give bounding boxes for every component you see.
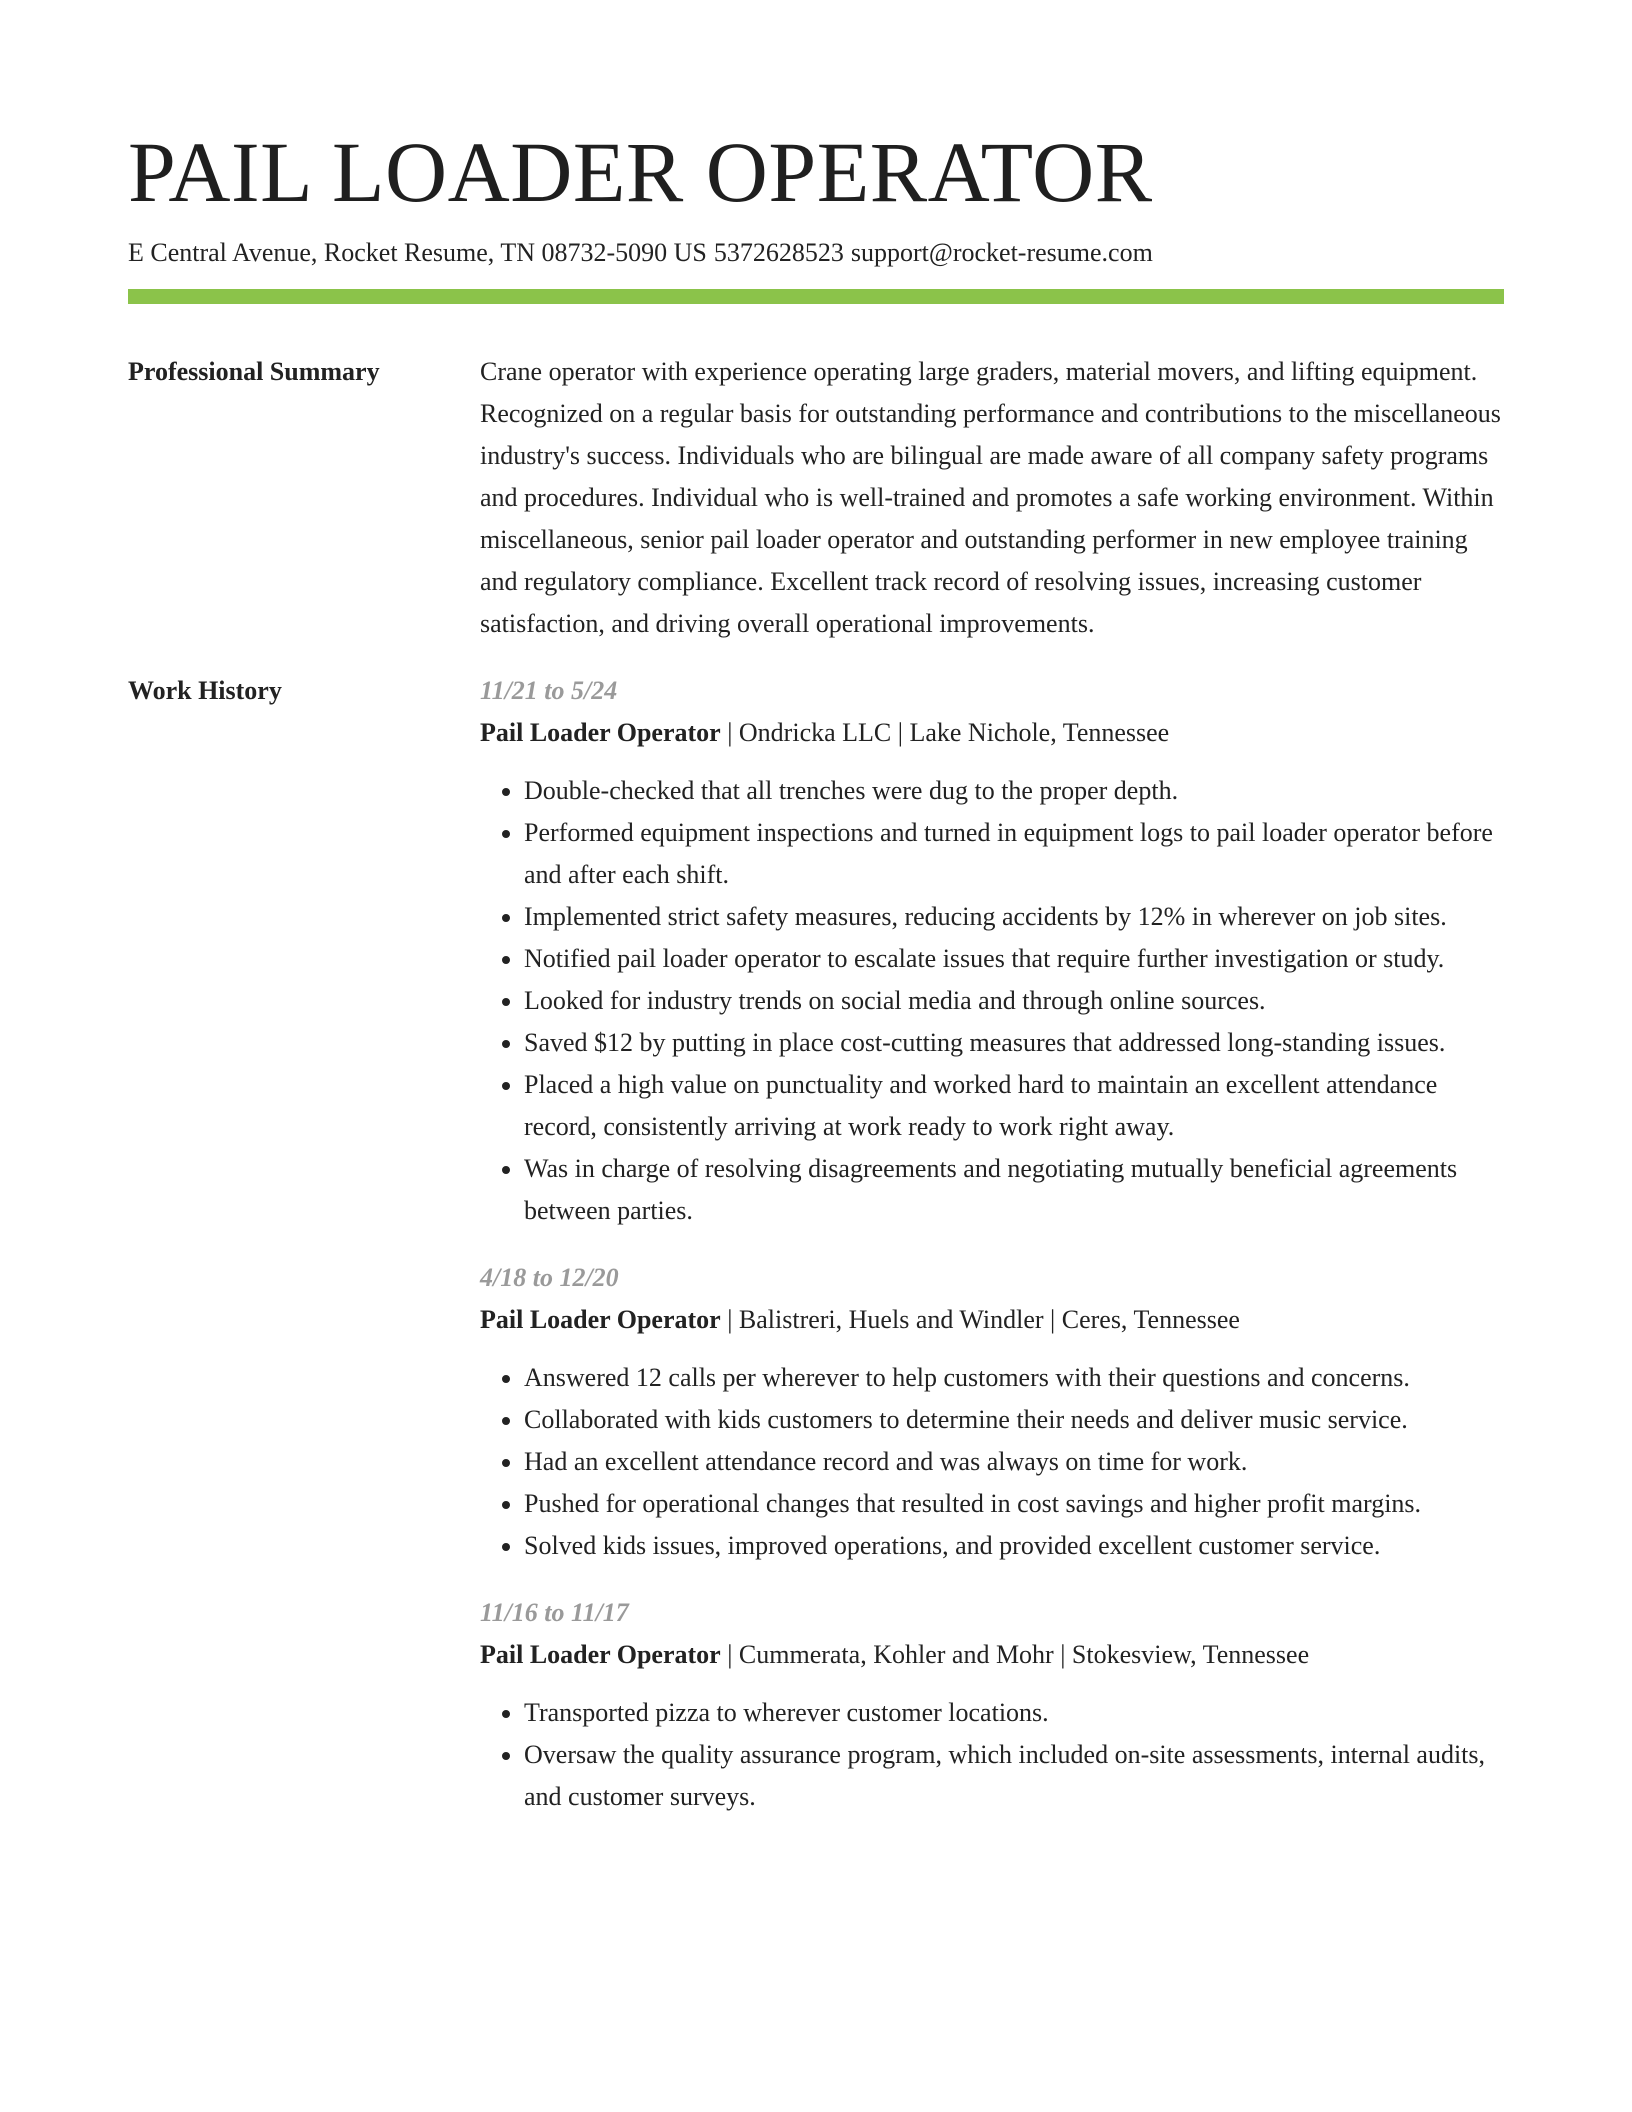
job-header [480, 1299, 1504, 1341]
job-bullet: • Solved kids issues, improved operations, and provided excellent customer service. [524, 1525, 1504, 1567]
job-bullets [480, 1692, 1504, 1818]
job-details: | Cummerata, Kohler and Mohr | Stokesview, Tennessee [720, 1640, 1310, 1669]
resume-page [128, 0, 1504, 1848]
contact-line [128, 236, 1504, 270]
job-bullet: • Looked for industry trends on social media and through online sources. [524, 980, 1504, 1022]
contact-address: E Central Avenue, Rocket Resume, TN 08732-5090 US [128, 238, 707, 267]
job-bullet: • Collaborated with kids customers to determine their needs and deliver music service. [524, 1399, 1504, 1441]
job-title: Pail Loader Operator [480, 1305, 721, 1334]
job-bullet: • Saved $12 by putting in place cost-cutting measures that addressed long-standing issues. [524, 1022, 1504, 1064]
section-work-history [128, 675, 1504, 1848]
job-entry [480, 670, 1504, 1232]
job-bullet: • Placed a high value on punctuality and worked hard to maintain an excellent attendance record, consistently arriving at work ready to work right away. [524, 1064, 1504, 1148]
section-title-work: Work History [128, 676, 282, 705]
resume-name: PAIL LOADER OPERATOR [128, 124, 1153, 220]
job-dates: 11/16 to 11/17 [480, 1598, 629, 1627]
job-entry [480, 1592, 1504, 1818]
job-bullet: • Double-checked that all trenches were dug to the proper depth. [524, 770, 1504, 812]
job-header [480, 1634, 1504, 1676]
job-details: | Ondricka LLC | Lake Nichole, Tennessee [720, 718, 1170, 747]
job-dates: 4/18 to 12/20 [480, 1263, 619, 1292]
job-dates: 11/21 to 5/24 [480, 676, 618, 705]
job-details: | Balistreri, Huels and Windler | Ceres, Tennessee [720, 1305, 1240, 1334]
job-bullet: • Oversaw the quality assurance program, which included on-site assessments, internal audits, and customer surveys. [524, 1734, 1504, 1818]
job-bullet: • Pushed for operational changes that resulted in cost savings and higher profit margins. [524, 1483, 1504, 1525]
accent-divider [128, 289, 1504, 304]
job-bullets [480, 770, 1504, 1232]
contact-phone: 5372628523 [713, 238, 844, 267]
job-title: Pail Loader Operator [480, 1640, 721, 1669]
job-bullet: • Performed equipment inspections and turned in equipment logs to pail loader operator before and after each shift. [524, 812, 1504, 896]
job-bullet: • Notified pail loader operator to escalate issues that require further investigation or study. [524, 938, 1504, 980]
job-title: Pail Loader Operator [480, 718, 721, 747]
job-bullet: • Implemented strict safety measures, reducing accidents by 12% in wherever on job sites. [524, 896, 1504, 938]
job-bullet: • Was in charge of resolving disagreements and negotiating mutually beneficial agreements between parties. [524, 1148, 1504, 1232]
summary-text: Crane operator with experience operating large graders, material movers, and lifting equipment. Recognized on a regular basis for outstanding performance and contributions to the miscellaneous industry's success. Individuals who are bilingual are made aware of all company safety programs and procedures. Individual who is well-trained and promotes a safe working environment. Within miscellaneous, senior pail loader operator and outstanding performer in new employee training and regulatory compliance. Excellent track record of resolving issues, increasing customer satisfaction, and driving overall operational improvements. [480, 357, 1501, 638]
job-bullet: • Answered 12 calls per wherever to help customers with their questions and concerns. [524, 1357, 1504, 1399]
job-header [480, 712, 1504, 754]
work-body [480, 675, 1504, 1848]
section-title-summary: Professional Summary [128, 357, 380, 386]
section-summary [128, 356, 1504, 645]
summary-body [480, 356, 1504, 645]
job-entry [480, 1257, 1504, 1567]
job-bullet: • Had an excellent attendance record and was always on time for work. [524, 1441, 1504, 1483]
job-bullets [480, 1357, 1504, 1567]
job-bullet: • Transported pizza to wherever customer locations. [524, 1692, 1504, 1734]
contact-email: support@rocket-resume.com [850, 238, 1153, 267]
